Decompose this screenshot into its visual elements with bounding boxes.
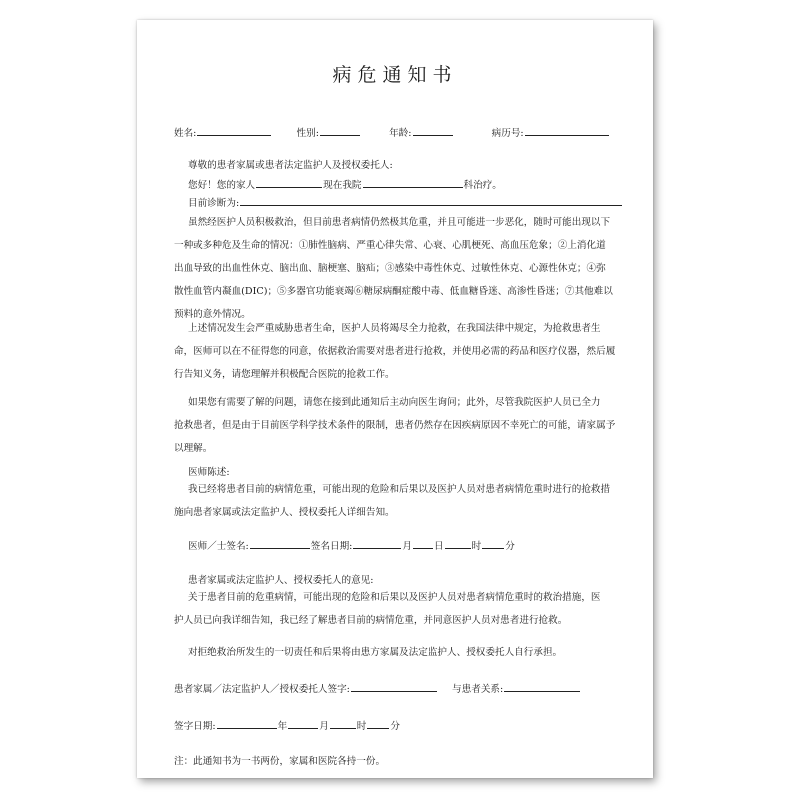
diagnosis-label: 目前诊断为: [188,198,240,209]
record-number-label: 病历号: [491,128,524,139]
relation-field[interactable] [504,681,580,692]
document-title: 病危通知书 [332,64,458,86]
refusal-statement: 对拒绝救治所发生的一切责任和后果将由患方家属及法定监护人、授权委托人自行承担。 [188,647,563,658]
gender-field[interactable] [320,125,360,136]
age-field[interactable] [413,125,453,136]
sign-date-day-field[interactable] [330,718,356,729]
inquiry-paragraph: 如果您有需要了解的问题，请您在接到此通知后主动向医生询问；此外，尽管我院医护人员已全力 抢救患者，但是由于目前医学科学技术条件的限制，患者仍然存在因疾病原因不幸死亡的可能，请家属予 以理解。 [174,397,616,454]
document-page [137,20,653,778]
diagnosis-field[interactable] [240,195,622,206]
doctor-statement-heading: 医师陈述: [188,467,230,478]
gender-label: 性别: [296,128,319,139]
sign-date-row: 签字日期: 年 月 时 分 [174,718,400,733]
greeting-line: 您好！您的家人 现在我院 科治疗。 [188,177,502,192]
doctor-statement-text: 我已经将患者目前的病情危重，可能出现的危险和后果以及医护人员对患者病情危重时进行的抢救措 施向患者家属或法定监护人、授权委托人详细告知。 [174,484,611,518]
rescue-paragraph: 上述情况发生会严重威胁患者生命，医护人员将竭尽全力抢救，在我国法律中规定，为抢救患者生 命，医师可以在不征得您的同意，依据救治需要对患者进行抢救，并使用必需的药品和医疗仪器，然后履 行告知义务，请您理解并积极配合医院的抢救工作。 [174,323,616,380]
family-opinion-heading: 患者家属或法定监护人、授权委托人的意见: [188,575,374,586]
family-opinion-text: 关于患者目前的危重病情，可能出现的危险和后果以及医护人员对患者病情危重时的救治措施，医 护人员已向我详细告知，我已经了解患者目前的病情危重，并同意医护人员对患者进行抢救。 [174,592,601,626]
name-field[interactable] [197,125,271,136]
sign-date-year-field[interactable] [217,718,277,729]
family-signature-field[interactable] [351,681,437,692]
age-label: 年龄: [389,128,412,139]
condition-paragraph: 虽然经医护人员积极救治，但目前患者病情仍然极其危重，并且可能进一步恶化，随时可能出现以下 一种或多种危及生命的情况：①肺性脑病、严重心律失常、心衰、心肌梗死、高血压危象；②上消化道 出血导致的出血性休克、脑出血、脑梗塞、脑疝；③感染中毒性休克、过敏性休克、心源性休克；④弥 散性血管内凝血(DIC)；⑤多器官功能衰竭⑥糖尿病酮症酸中毒、低血糖昏迷、高渗性昏迷；⑦其他难以 预料的意外情况。 [174,217,613,320]
name-label: 姓名: [174,128,197,139]
sign-date-month-field[interactable] [288,718,318,729]
sign-date-hour-field[interactable] [367,718,389,729]
department-field[interactable] [363,177,463,188]
doctor-sign-year-field[interactable] [353,538,401,549]
doctor-signature-field[interactable] [250,538,310,549]
family-member-field[interactable] [256,177,322,188]
doctor-sign-day-field[interactable] [445,538,471,549]
diagnosis-line [188,195,623,210]
doctor-sign-month-field[interactable] [413,538,433,549]
record-number-field[interactable] [525,125,609,136]
footnote: 注：此通知书为一书两份，家属和医院各持一份。 [174,756,386,767]
doctor-sign-hour-field[interactable] [482,538,504,549]
doctor-signature-row: 医师／士签名: 签名日期: 月 日 时 分 [188,538,515,553]
salutation: 尊敬的患者家属或患者法定监护人及授权委托人: [188,160,393,171]
family-signature-row: 患者家属／法定监护人／授权委托人签字: 与患者关系: [174,681,581,696]
patient-info-row [174,125,610,140]
